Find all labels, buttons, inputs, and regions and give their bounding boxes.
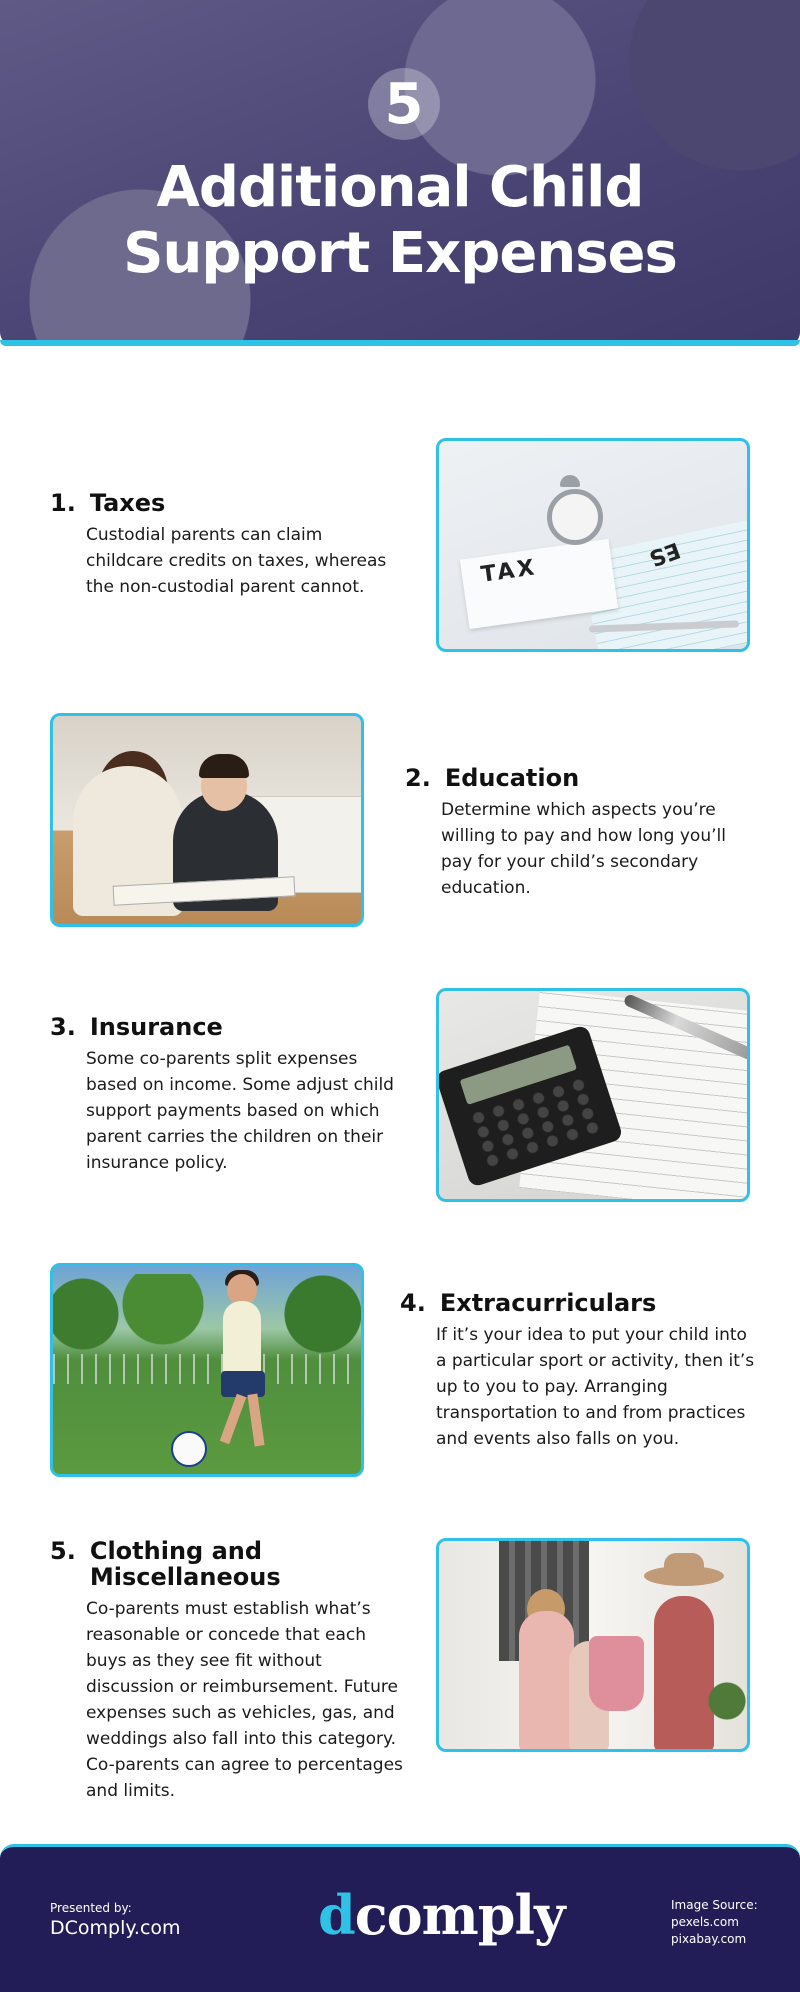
dcomply-logo: [318, 1883, 564, 1947]
item-number: 4.: [400, 1289, 426, 1317]
footer: [0, 1844, 800, 1992]
tax-image-text: TAX: [479, 555, 539, 588]
item-number: 2.: [405, 764, 431, 792]
header-accent-line: [0, 340, 800, 346]
item-body: Custodial parents can claim childcare credits on taxes, whereas the non-custodial parent cannot.: [86, 525, 387, 597]
header-number-badge: 5: [368, 68, 440, 140]
logo-letter-d: d: [318, 1883, 355, 1947]
header-banner: [0, 0, 800, 346]
presented-by-label: Presented by:: [50, 1901, 132, 1915]
item-title: Extracurriculars: [439, 1289, 657, 1317]
item-heading: [405, 764, 579, 792]
item-title: Taxes: [89, 489, 166, 517]
item-number: 5.: [50, 1537, 76, 1565]
item-body: Determine which aspects you’re willing to pay and how long you’ll pay for your child’s secondary education.: [441, 800, 726, 898]
insurance-photo: [436, 988, 750, 1202]
logo-rest: comply: [354, 1883, 565, 1947]
item-title: Education: [444, 764, 580, 792]
title-line-1: Additional Child: [156, 155, 644, 220]
image-source-2: pixabay.com: [671, 1932, 747, 1946]
item-body: Co-parents must establish what’s reasonable or concede that each buys as they see fit without discussion or reimbursement. Future expenses such as vehicles, gas, and weddings also fall into this category. Co-parents can agree to percentages and limits.: [86, 1599, 403, 1801]
item-heading: [50, 489, 165, 517]
image-source: [671, 1897, 758, 1948]
item-body: If it’s your idea to put your child into a particular sport or activity, then it’s up to you to pay. Arranging transportation to and from practices and events also falls on you.: [436, 1325, 755, 1449]
item-heading: [50, 1537, 290, 1590]
es-image-text: ES: [645, 536, 684, 571]
clothing-photo: [436, 1538, 750, 1752]
page-title: [0, 155, 800, 287]
extracurriculars-photo: [50, 1263, 364, 1477]
title-line-2: Support Expenses: [123, 221, 677, 286]
item-number: 3.: [50, 1013, 76, 1041]
item-title: Clothing and Miscellaneous: [89, 1537, 281, 1591]
education-photo: [50, 713, 364, 927]
image-source-label: Image Source:: [671, 1898, 758, 1912]
taxes-photo: [436, 438, 750, 652]
alarm-clock-icon: [547, 489, 603, 545]
item-number: 1.: [50, 489, 76, 517]
soccer-ball-icon: [171, 1431, 207, 1467]
presented-by-site: DComply.com: [50, 1917, 181, 1939]
item-title: Insurance: [89, 1013, 223, 1041]
item-body: Some co-parents split expenses based on income. Some adjust child support payments based on which parent carries the children on their insurance policy.: [86, 1049, 394, 1173]
item-heading: [50, 1013, 223, 1041]
image-source-1: pexels.com: [671, 1915, 739, 1929]
item-heading: [400, 1289, 656, 1317]
